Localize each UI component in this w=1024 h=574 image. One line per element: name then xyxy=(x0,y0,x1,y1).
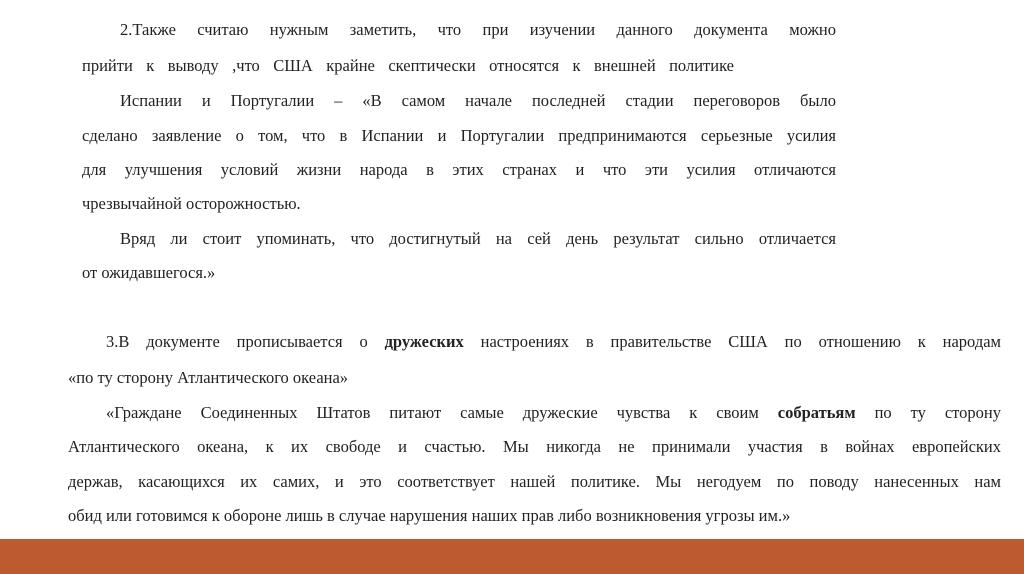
paragraph-line: 2.Также считаю нужным заметить, что при изучении данного документа можно xyxy=(120,20,836,39)
paragraph-line: прийти к выводу ,что США крайне скептически относятся к внешней политике xyxy=(82,56,734,75)
paragraph-line: «по ту сторону Атлантического океана» xyxy=(68,368,349,387)
text-run: «Граждане Соединенных Штатов питают самые дружеские чувства к своим xyxy=(106,403,778,422)
paragraph-line: чрезвычайной осторожностью. xyxy=(82,194,301,213)
paragraph-line: сделано заявление о том, что в Испании и Португалии предпринимаются серьезные усилия xyxy=(82,126,836,145)
paragraph-line: Атлантического океана, к их свободе и счастью. Мы никогда не принимали участия в войнах европейских xyxy=(68,437,1001,456)
paragraph-line: Испании и Португалии – «В самом начале последней стадии переговоров было xyxy=(120,91,836,110)
paragraph-line: Вряд ли стоит упоминать, что достигнутый на сей день результат сильно отличается xyxy=(120,229,836,248)
paragraph-line xyxy=(106,332,1001,352)
footer-bar xyxy=(0,539,1024,574)
paragraph-line: держав, касающихся их самих, и это соответствует нашей политике. Мы негодуем по поводу нанесенных нам xyxy=(68,472,1001,491)
text-run: 3.В документе прописывается о xyxy=(106,332,385,351)
text-run: по ту сторону xyxy=(855,403,1001,422)
paragraph-line: обид или готовимся к обороне лишь в случае нарушения наших прав либо возникновения угрозы им.» xyxy=(68,506,791,525)
paragraph-line xyxy=(106,403,1001,423)
bold-text-run: собратьям xyxy=(777,403,856,422)
paragraph-line: от ожидавшегося.» xyxy=(82,263,216,282)
text-run: настроениях в правительстве США по отношению к народам xyxy=(463,332,1001,351)
paragraph-line: для улучшения условий жизни народа в этих странах и что эти усилия отличаются xyxy=(82,160,836,179)
bold-text-run: дружеских xyxy=(384,332,464,351)
